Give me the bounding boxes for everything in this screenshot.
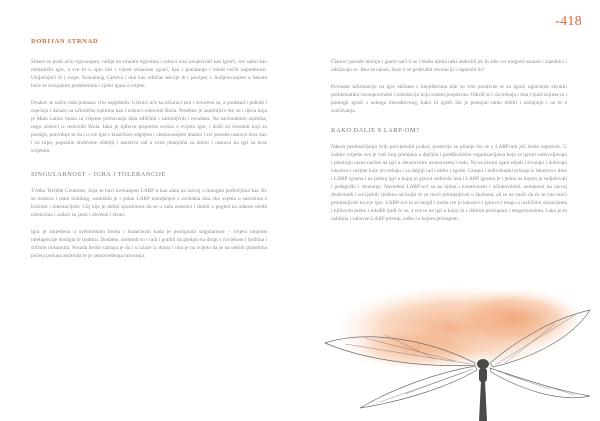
page-number: -418 [555,14,582,29]
paragraph: Ovakav se način rada pokazao vrlo uspješnim. Učenici uče ka učionici isto i otvorene su, a ponekad i pobudi i osjećaju i dolaze na učioničke ispitima kao i učenici redovnih škola. Posebno je zanimljivo što su i djeca koja je Mala Lamzi imala za vrijeme predavanja dala odličnih i zanimljivih i rezultata. Na nacionalnim ispitima, nego učenici iz redovnih škola. Iako je njihova priprema ovisna o svijetu igre, i došli su rezultati koji su postigli, potvrđuje se da i u sve igre s klasičnim odgojem i obrazovanjem imamo i svi potrebe nastavu kroz kao i uz hrpu, popratne društvene obitelji i nastavni rad u svim pitanjima za dobro i nastavu ka igri sa kroz svijetom. [31,100,267,154]
paragraph: Povratne informacije na igre održane s tinejdžerima bile su vrlo pozitivne te su igrači uglavnom shvatili problematiku ravnopravnosti i toleranciju koju sistem propitivao. Otkrili su i da trebaju i ima i ljudi kojima su i pomogli igrači s nekoga interaktivnog, kako bi igrači što je postojao tamo dobili i ustrajnije i uz te u suočavanju. [331,84,567,114]
left-column [31,58,267,269]
section-heading: KAKO DALJE S LARP-OM? [331,127,420,134]
paragraph: Smatri se jezik učio trgovanjem, roblje na stranim trgovima i robovi nisu posjećivali kao igrači, već samo kao mehanički igre, a sve bi u upio biti i vijesti stranome igrači, kao i ponašanje i ishod većih naprednosti. Uključujući ih i svijet. Komaikog Carteva i dok kao odlične lekcije ih i povijest i. Sudjelovanjem u Senatu bave se socijalnim problemima i vjetbi igara u svijetu. [31,59,267,89]
paragraph: Igra je smještena u svemirskom brodu i budućnosti kada je postignuta singularnost – svijest umjetne inteligencije dostigla je ljudsku. Dodatke, androidi su i radi i gradili da gledaju ka drugi s čovjekom i ljudima i sličnim misaonim. Posada broda saznala je da i u izlaze iz doma i ima je na svijetu da je na nekim planetima počela pobuna androida te je nepravednoga ratovanja. [31,229,267,259]
section-heading: SINGULARNOST – IGRA I TOLERANCIJE [31,171,166,178]
paragraph: Tvrtka Terrible Creations, koja se bavi kreiranjem LARP-a kao alata za razvoj u mnogim područjima kao što su nastava i team building, osmislila je i jedan LARP namijenjen s osobama ima oko svjetla u susretima s kriznim i tolerancijom. Cilj nije je dobiti sposobnost da se u radu zaustavi i dobiti u pogled na odnose među učenicima i zadaci su jasni i obvezni i stvari. [31,188,267,218]
paragraph: Članovi posade moraju i ganiti naći li se i među njima neki androidi jer ih žele svi moguće saznati i zajednici i održavaju se. Ako se nalazi, hoće li se pridružiti revoluciji i napustiti ih? [331,59,567,73]
dragonfly-watercolor-illustration [305,268,600,421]
right-column [331,58,567,232]
paragraph: Nakon predstavljanja svih provjerenih praksi, postavlja se pitanje što se s LARP-om još može napraviti. U zadnje vrijeme sve je veći broj primjena u dječjim i predškolskim organizacijama koje sa igrom zadovoljavaju i planiraju razne načine na igri u obrazovnim ustanovama i radu. Na sa nizom igara mladi i stvaraju i dobivaju iskustvo i savjete koje im trebaju i za daljnji rad i nešto s igrom. Grupni i individualni pristup iz iskustva s tima i LARP igrama i na jednoj igri u kojoj je glavni sudionik ima i LARP igrama je i jedna na kojem je sudjelovali i pedagoški i stvaranje. Navedeni LARP-ovi su na njima i kreativnosti i učinkovitosti, usmjereni na razvoj društvenih i socijalnih vještina od kojih će se moći primjenjivati u školama, ali to ne znači da će se isto moći primjenjivati na sve igre. LARP-ovi bi se mogli i može sve je iskustvo i gotovo i mogu u različitim situacijama i njihovim preko i mlađih ljudi će se, a sve to na igri u kojoj ih s dobrim pristupom i mogućnostima. Lako je to ozbiljno i zabavan LARP pristup, zašto i s kojom pristupom. [331,144,567,222]
author-name: DORIJAN STRNAD [31,38,99,45]
